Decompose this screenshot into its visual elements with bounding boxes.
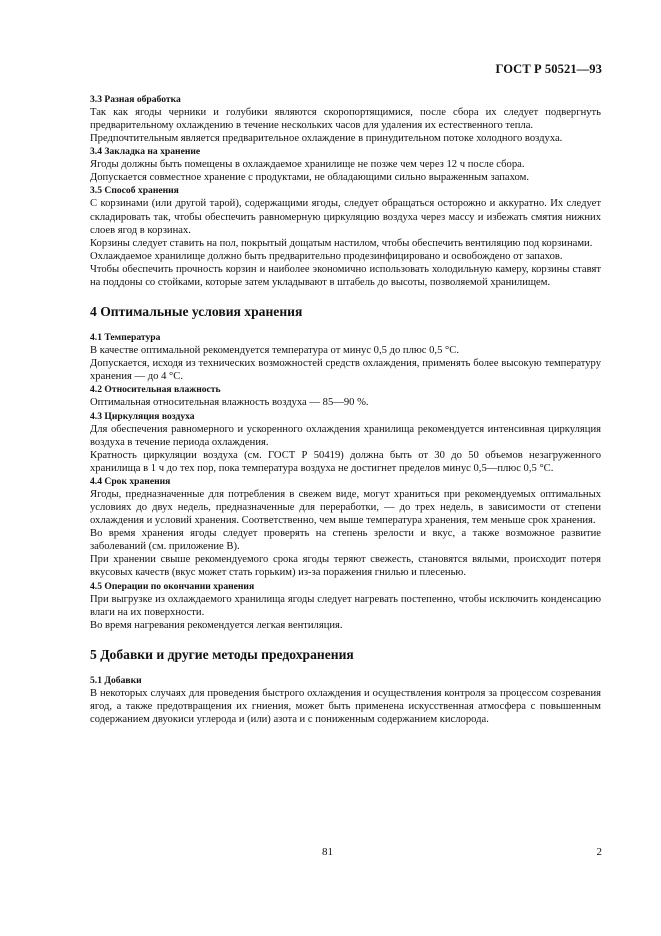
paragraph: С корзинами (или другой тарой), содержащими ягоды, следует обращаться осторожно и аккуратно. Их следует складировать так, чтобы обеспечить равномерную циркуляцию воздуха через массу и избежать смятия нижних слоев ягод в корзинах.: [90, 198, 601, 236]
document-body: [90, 93, 601, 726]
section-title-3-4: 3.4 Закладка на хранение: [90, 146, 201, 158]
section-title-4-3: 4.3 Циркуляция воздуха: [90, 410, 195, 422]
paragraph: Во время нагревания рекомендуется легкая вентиляция.: [90, 619, 343, 631]
section-title-5-1: 5.1 Добавки: [90, 674, 142, 686]
paragraph: В качестве оптимальной рекомендуется температура от минус 0,5 до плюс 0,5 °С.: [90, 345, 459, 357]
paragraph: В некоторых случаях для проведения быстрого охлаждения и осуществления контроля за процессом созревания ягод, а также предотвращения их гниения, может быть применена искусственная атмосфера с повышенным содержанием двуокиси углерода и (или) азота и с пониженным содержанием кислорода.: [90, 687, 601, 725]
paragraph: Допускается совместное хранение с продуктами, не обладающими сильно выраженным запахом.: [90, 172, 529, 184]
chapter-title-4: 4 Оптимальные условия хранения: [90, 304, 303, 320]
paragraph: При выгрузке из охлаждаемого хранилища ягоды следует нагревать постепенно, чтобы исключить конденсацию влаги на их поверхности.: [90, 593, 601, 618]
paragraph: Оптимальная относительная влажность воздуха — 85—90 %.: [90, 397, 369, 409]
section-title-4-1: 4.1 Температура: [90, 332, 161, 344]
section-title-3-5: 3.5 Способ хранения: [90, 185, 179, 197]
paragraph: Корзины следует ставить на пол, покрытый дощатым настилом, чтобы обеспечить вентиляцию под корзинами.: [90, 237, 593, 249]
section-title-3-3: 3.3 Разная обработка: [90, 94, 181, 105]
page-number: 2: [596, 846, 602, 858]
document-code: ГОСТ Р 50521—93: [495, 62, 602, 76]
paragraph: Предпочтительным является предварительное охлаждение в принудительном потоке холодного воздуха.: [90, 133, 563, 145]
paragraph: Кратность циркуляции воздуха (см. ГОСТ Р 50419) должна быть от 30 до 50 объемов незагруженного хранилища в 1 ч до тех пор, пока температура воздуха не достигнет пределов минус 0,5—плюс 0,5 °С.: [90, 449, 601, 474]
paragraph: Так как ягоды черники и голубики являются скоропортящимися, после сбора их следует подвергнуть предварительному охлаждению в течение нескольких часов для удаления их естественного тепла.: [90, 107, 601, 132]
paragraph: Допускается, исходя из технических возможностей средств охлаждения, применять более высокую температуру хранения — до 4 °С.: [90, 358, 601, 383]
paragraph: Ягоды должны быть помещены в охлаждаемое хранилище не позже чем через 12 ч после сбора.: [90, 159, 525, 171]
section-title-4-5: 4.5 Операции по окончании хранения: [90, 580, 255, 592]
paragraph: При хранении свыше рекомендуемого срока ягоды теряют свежесть, становятся вялыми, происходит потеря вкусовых качеств (вкус может стать горьким) из-за поражения гнилью и плесенью.: [90, 554, 601, 579]
section-title-4-2: 4.2 Относительная влажность: [90, 384, 221, 396]
sheet-number: 81: [322, 846, 333, 858]
paragraph: Чтобы обеспечить прочность корзин и наиболее экономично использовать холодильную камеру, корзины ставят на поддоны со стойками, которые затем укладывают в штабель до высоты, позволяемой хранилищем.: [90, 263, 601, 289]
paragraph: Для обеспечения равномерного и ускоренного охлаждения хранилища рекомендуется интенсивная циркуляция воздуха в течение периода охлаждения.: [90, 423, 601, 448]
section-title-4-4: 4.4 Срок хранения: [90, 475, 171, 487]
paragraph: Охлаждаемое хранилище должно быть предварительно продезинфицировано и освобождено от запахов.: [90, 250, 563, 262]
chapter-title-5: 5 Добавки и другие методы предохранения: [90, 646, 354, 662]
paragraph: Во время хранения ягоды следует проверять на степень зрелости и вкус, а также возможное развитие заболеваний (см. приложение В).: [90, 528, 601, 553]
paragraph: Ягоды, предназначенные для потребления в свежем виде, могут храниться при рекомендуемых оптимальных условиях до двух недель, предназначенные для переработки, — до трех недель, в зависимости от степени охлаждения и условий хранения. Соответственно, чем выше температура хранения, тем меньше срок хранения.: [90, 488, 601, 527]
